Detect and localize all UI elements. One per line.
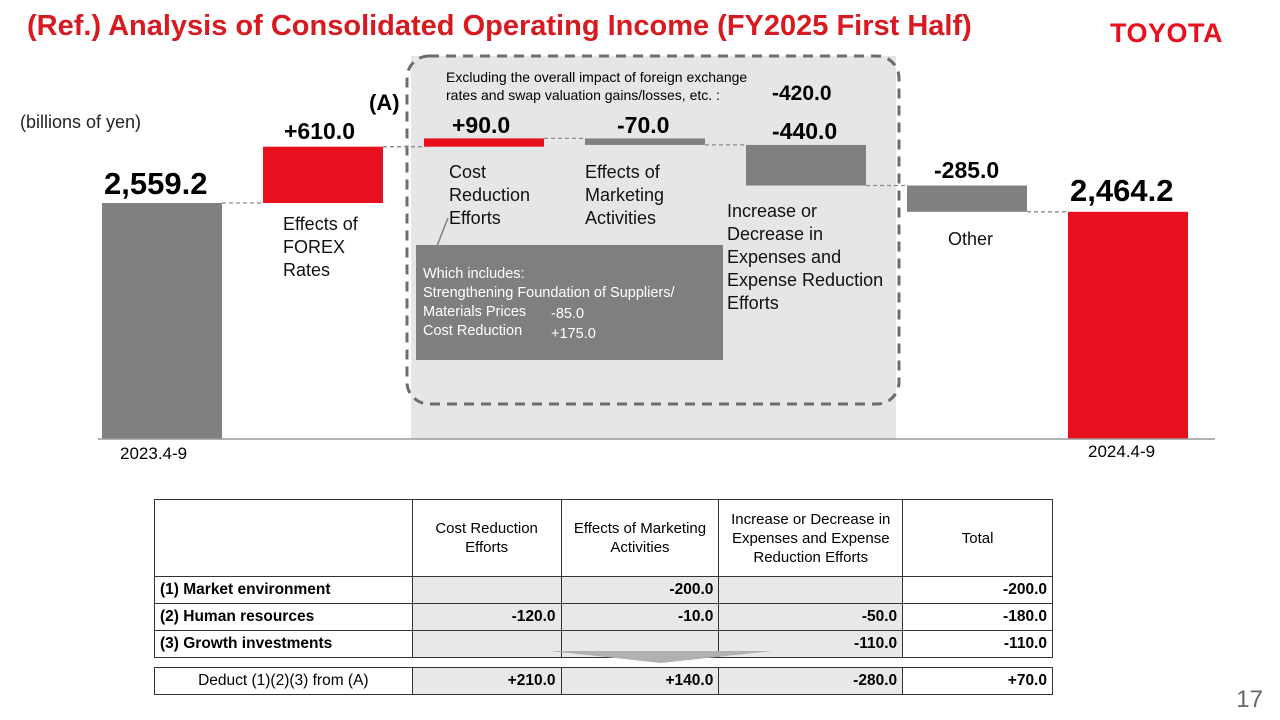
page-number: 17 (1236, 686, 1263, 713)
group-note-line-2: rates and swap valuation gains/losses, etc. : (446, 87, 720, 103)
table-header-row (155, 500, 1053, 577)
bar-expenses (746, 145, 866, 186)
table-cell: +210.0 (412, 668, 561, 695)
bar-start (102, 203, 222, 439)
bar-value-other: -285.0 (934, 157, 1000, 183)
bar-other (907, 186, 1027, 212)
callout-box (416, 245, 723, 360)
table-row (155, 668, 1053, 695)
table-cell: -50.0 (719, 604, 903, 631)
group-note-line-1: Excluding the overall impact of foreign exchange (446, 69, 748, 85)
row-label: (1) Market environment (155, 577, 413, 604)
bar-marketing (585, 138, 705, 145)
bar-label-forex: Effects of FOREX Rates (283, 214, 358, 280)
bar-label-start: 2023.4-9 (120, 444, 188, 463)
page-title: (Ref.) Analysis of Consolidated Operating Income (FY2025 First Half) (27, 10, 972, 42)
table-cell: -200.0 (903, 577, 1053, 604)
table-cell: +70.0 (903, 668, 1053, 695)
table-cell (412, 631, 561, 658)
table-header-cell: Cost Reduction Efforts (412, 500, 561, 577)
table-cell: -200.0 (561, 577, 719, 604)
bar-label-cost-reduction: Cost Reduction Efforts (449, 162, 531, 228)
bar-cost_reduction (424, 138, 544, 146)
table-header-cell: Total (903, 500, 1053, 577)
bar-label-expenses: Increase or Decrease in Expenses and Expense Reduction Efforts (727, 201, 884, 313)
bar-value-forex: +610.0 (284, 118, 355, 144)
table-row (155, 577, 1053, 604)
table-row (155, 604, 1053, 631)
callout-line-1: Strengthening Foundation of Suppliers/ (423, 285, 675, 301)
callout-heading: Which includes: (423, 266, 525, 282)
bar-value-end: 2,464.2 (1070, 173, 1174, 208)
table-cell: -110.0 (903, 631, 1053, 658)
bar-value-marketing: -70.0 (617, 112, 670, 138)
units-label: (billions of yen) (20, 112, 142, 132)
table-cell: -280.0 (719, 668, 903, 695)
table-header-cell (155, 500, 413, 577)
table-cell: -120.0 (412, 604, 561, 631)
bar-forex (263, 147, 383, 203)
callout-line-3-label: Cost Reduction (423, 323, 523, 339)
table-cell: -180.0 (903, 604, 1053, 631)
callout-line-3-value: +175.0 (551, 326, 596, 342)
table-cell: -110.0 (719, 631, 903, 658)
toyota-logo: TOYOTA (1110, 18, 1224, 48)
deduct-table (154, 667, 1053, 695)
bar-label-other: Other (948, 229, 994, 249)
table-cell (412, 577, 561, 604)
table-header-cell: Increase or Decrease in Expenses and Expense Reduction Efforts (719, 500, 903, 577)
table-cell: -10.0 (561, 604, 719, 631)
table-cell: +140.0 (561, 668, 719, 695)
table-header-cell: Effects of Marketing Activities (561, 500, 719, 577)
bar-label-end: 2024.4-9 (1088, 442, 1156, 461)
down-arrow-icon (550, 649, 772, 665)
callout-line-2-value: -85.0 (551, 306, 585, 322)
row-label: (3) Growth investments (155, 631, 413, 658)
bar-end (1068, 212, 1188, 439)
bar-value-cost-reduction: +90.0 (452, 112, 511, 138)
row-label: (2) Human resources (155, 604, 413, 631)
row-label: Deduct (1)(2)(3) from (A) (155, 668, 413, 695)
group-total-value: -420.0 (772, 82, 832, 105)
bar-value-start: 2,559.2 (104, 166, 208, 201)
breakdown-table (154, 499, 1053, 658)
bar-label-marketing: Effects of Marketing Activities (585, 162, 665, 228)
callout-line-2-label: Materials Prices (423, 304, 527, 320)
bar-value-expenses: -440.0 (772, 118, 838, 144)
group-note (446, 68, 747, 104)
table-cell (719, 577, 903, 604)
group-label-a: (A) (369, 90, 400, 115)
